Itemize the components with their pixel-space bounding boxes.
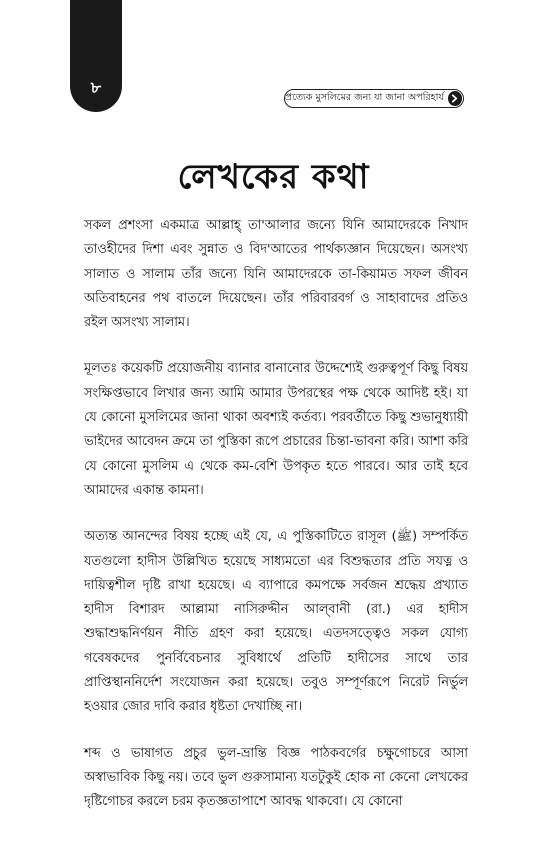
paragraph-1: সকল প্রশংসা একমাত্র আল্লাহ্‌ তা'আলার জন্যে যিনি আমাদেরকে নিখাদ তাওহীদের দিশা এবং সুন্নাত ও বিদ'আতের পার্থক্যজ্ঞান দিয়েছেন। অসংখ্য সালাত ও সালাম তাঁর জন্যে যিনি আমাদেরকে তা-কিয়ামত সফল জীবন অতিবাহনের পথ বাতলে দিয়েছেন। তাঁর পরিবারবর্গ ও সাহাবাদের প্রতিও রইল অসংখ্য সালাম। (84, 218, 468, 331)
running-header (284, 89, 464, 108)
page-number: ৮ (90, 78, 102, 97)
chevron-right-icon (448, 91, 462, 106)
paragraph-3: অত্যন্ত আনন্দের বিষয় হচ্ছে এই যে, এ পুস্তিকাটিতে রাসূল (ﷺ) সম্পর্কিত যতগুলো হাদীস উল্লিখিত হয়েছে সাধ্যমতো এর বিশুদ্ধতার প্রতি সযত্ন ও দায়িত্বশীল দৃষ্টি রাখা হয়েছে। এ ব্যাপারে কমপক্ষে সর্বজন শ্রদ্ধেয় প্রখ্যাত হাদীস বিশারদ আল্লামা নাসিরুদ্দীন আল্‌বানী (রা.) এর হাদীস শুদ্ধাশুদ্ধনির্ণয়ন নীতি গ্রহণ করা হয়েছে। এতদসত্ত্বেও সকল যোগ্য গবেষকদের পুনর্বিবেচনার সুবিধার্থে প্রতিটি হাদীসের সাথে তার প্রাপ্তিস্থাননির্দেশ সংযোজন করা হয়েছে। তবুও সম্পূর্ণরূপে নিরেট নির্ভুল হওয়ার জোর দাবি করার ধৃষ্টতা দেখাচ্ছি না। (84, 529, 469, 715)
running-header-text: প্রত্যেক মুসলিমের জন্য যা জানা অপরিহার্য (285, 92, 444, 103)
paragraph-4: শব্দ ও ভাষাগত প্রচুর ভুল-ভ্রান্তি বিজ্ঞ পাঠকবর্গের চক্ষুগোচরে আসা অস্বাভাবিক কিছু নয়। তবে ভুল গুরুসামান্য যতটুকুই হোক না কেনো লেখকের দৃষ্টিগোচর করলে চরম কৃতজ্ঞতাপাশে আবদ্ধ থাকবো। যে কোনো (84, 745, 468, 810)
body-text (84, 214, 468, 837)
page-number-tab (70, 0, 122, 112)
chevron-right-icon-glyph (450, 94, 459, 103)
page-title: লেখকের কথা (177, 157, 370, 197)
paragraph-2: মূলতঃ কয়েকটি প্রয়োজনীয় ব্যানার বানানোর উদ্দেশ্যেই গুরুত্বপূর্ণ কিছু বিষয় সংক্ষিপ্তভাবে লিখার জন্য আমি আমার উপরস্থের পক্ষ থেকে আদিষ্ট হই। যা যে কোনো মুসলিমের জানা থাকা অবশ্যই কর্তব্য। পরবর্তীতে কিছু শুভানুধ্যায়ী ভাইদের আবেদন ক্রমে তা পুস্তিকা রূপে প্রচারের চিন্তা-ভাবনা করি। আশা করি যে কোনো মুসলিম এ থেকে কম-বেশি উপকৃত হতে পারবে। আর তাই হবে আমাদের একান্ত কামনা। (84, 361, 468, 498)
